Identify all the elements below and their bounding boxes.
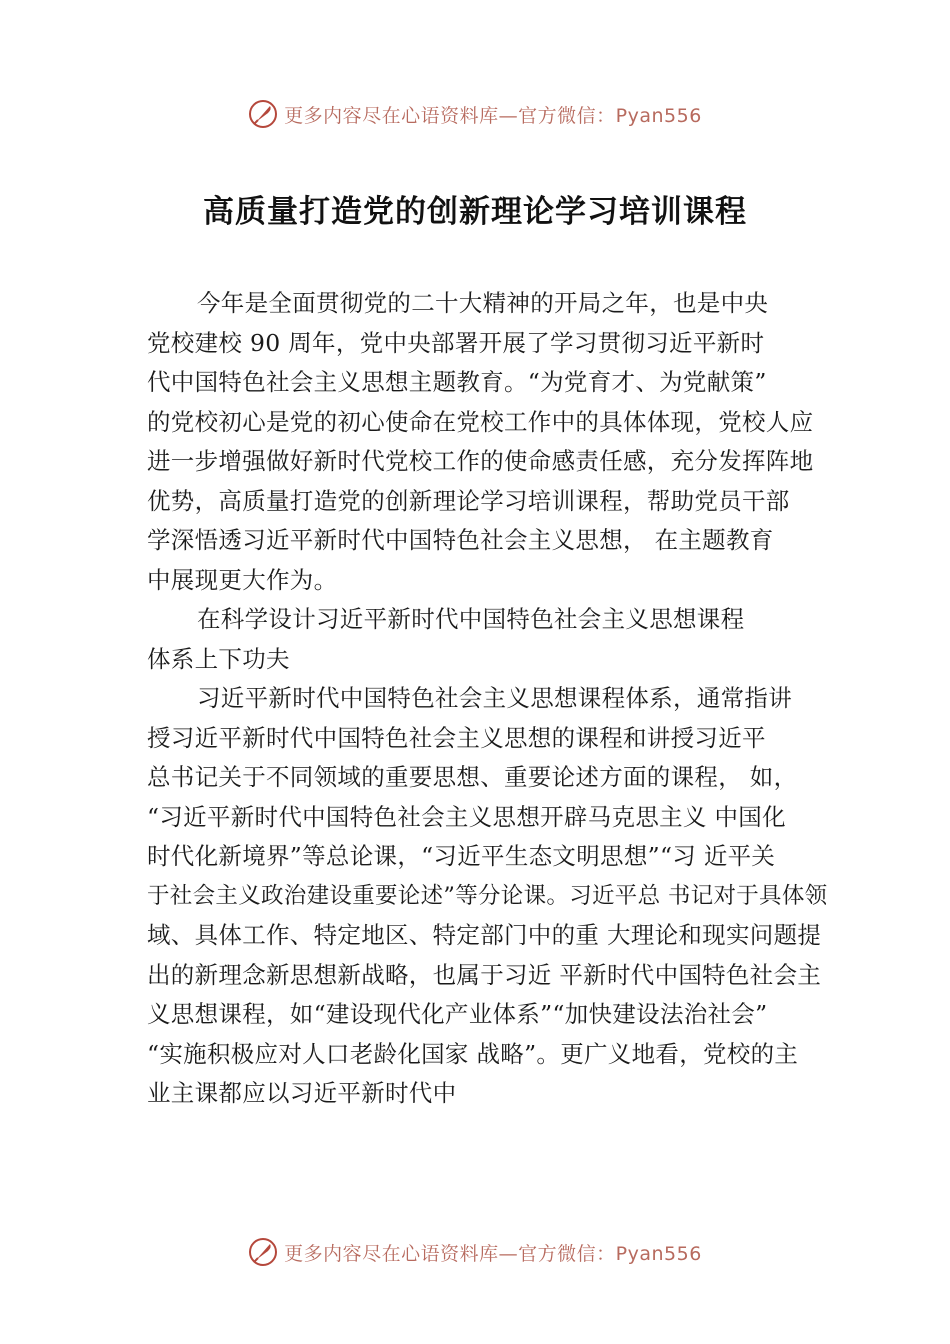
paragraph-line: 业主课都应以习近平新时代中 (147, 1079, 457, 1107)
paragraph-line: 习近平新时代中国特色社会主义思想课程体系，通常指讲 (197, 684, 792, 712)
paragraph-line: 学深悟透习近平新时代中国特色社会主义思想， 在主题教育 (147, 526, 774, 554)
watermark-label: 更多内容尽在心语资料库—官方微信： (284, 1242, 616, 1265)
section-heading-line: 在科学设计习近平新时代中国特色社会主义思想课程 (197, 605, 745, 633)
footer-watermark (0, 1232, 950, 1272)
quill-logo-icon (248, 99, 278, 129)
quill-logo-icon (248, 1237, 278, 1267)
paragraph-line: 时代化新境界”等总论课，“习近平生态文明思想”“习 近平关 (147, 842, 776, 870)
paragraph-line: “习近平新时代中国特色社会主义思想开辟马克思主义 中国化 (147, 802, 786, 831)
paragraph-line: 优势，高质量打造党的创新理论学习培训课程，帮助党员干部 (147, 486, 790, 515)
paragraph-line: 代中国特色社会主义思想主题教育。“为党育才、为党献策” (147, 368, 767, 396)
document-title: 高质量打造党的创新理论学习培训课程 (203, 194, 747, 230)
paragraph-line: 于社会主义政治建设重要论述”等分论课。习近平总 书记对于具体领 (147, 882, 828, 909)
paragraph-line: 进一步增强做好新时代党校工作的使命感责任感，充分发挥阵地 (147, 447, 814, 475)
watermark-wechat-id: Pyan556 (615, 1242, 702, 1265)
paragraph-line: “实施积极应对人口老龄化国家 战略”。更广义地看，党校的主 (147, 1039, 799, 1068)
paragraph-line: 中展现更大作为。 (147, 565, 338, 594)
watermark-wechat-id: Pyan556 (615, 104, 702, 127)
paragraph-line: 总书记关于不同领域的重要思想、重要论述方面的课程， 如， (147, 763, 798, 791)
header-watermark (0, 94, 950, 134)
paragraph-line: 出的新理念新思想新战略，也属于习近 平新时代中国特色社会主 (147, 960, 822, 989)
paragraph-line: 的党校初心是党的初心使命在党校工作中的具体体现，党校人应 (147, 407, 814, 436)
paragraph-line: 今年是全面贯彻党的二十大精神的开局之年，也是中央 (197, 289, 769, 317)
paragraph-line: 义思想课程，如“建设现代化产业体系”“加快建设法治社会” (147, 1000, 768, 1028)
paragraph-line: 党校建校 90 周年，党中央部署开展了学习贯彻习近平新时 (147, 328, 765, 357)
document-body (147, 284, 837, 1114)
watermark-label: 更多内容尽在心语资料库—官方微信： (284, 104, 616, 127)
watermark-text (284, 1239, 702, 1266)
paragraph-line: 授习近平新时代中国特色社会主义思想的课程和讲授习近平 (147, 723, 766, 752)
watermark-text (284, 101, 702, 128)
paragraph-line: 域、具体工作、特定地区、特定部门中的重 大理论和现实问题提 (147, 921, 822, 949)
section-heading-line: 体系上下功夫 (147, 644, 290, 673)
